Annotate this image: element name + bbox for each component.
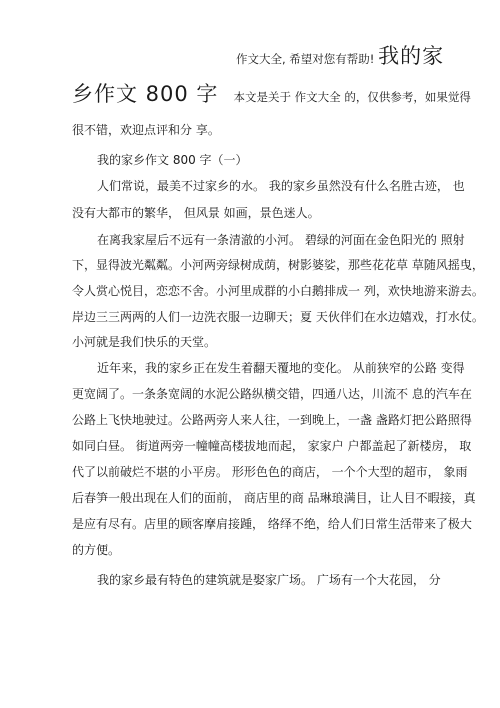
intro-continuation: 本文是关于 作文大全 的，仅供参考，如果觉得	[233, 90, 471, 104]
paragraph-line: 令人赏心悦目，恋恋不舍。小河里成群的小白鹅排成一 列，欢快地游来游去。	[72, 284, 484, 298]
paragraph-line: 近年来，我的家乡正在发生着翻天覆地的变化。 从前狭窄的公路 变得	[97, 361, 465, 375]
paragraph-line: 我的家乡最有特色的建筑就是娶家广场。 广场有一个大花园， 分	[97, 573, 441, 587]
paragraph-line: 代了以前破烂不堪的小平房。 形形色色的商店， 一个个大型的超市， 象雨	[72, 465, 468, 479]
title-part-1: 我的家	[378, 44, 445, 68]
paragraph-line: 如同白昼。 街道两旁一幢幢高楼拔地而起， 家家户 户都盖起了新楼房， 取	[72, 439, 472, 453]
paragraph-line: 人们常说，最美不过家乡的水。 我的家乡虽然没有什么名胜古迹， 也	[97, 179, 465, 193]
paragraph-line: 是应有尽有。店里的顾客摩肩接踵， 络绎不绝，给人们日常生活带来了极大	[72, 517, 472, 531]
paragraph-line: 小河就是我们快乐的天堂。	[72, 335, 217, 349]
paragraph-line: 公路上飞快地驶过。公路两旁人来人往，一到晚上，一盏 盏路灯把公路照得	[72, 413, 472, 427]
paragraph-line: 没有大都市的繁华， 但风景 如画，景色迷人。	[72, 206, 320, 220]
paragraph-line: 更宽阔了。一条条宽阔的水泥公路纵横交错，四通八达，川流不 息的汽车在	[72, 387, 472, 401]
header-row-2	[72, 78, 471, 108]
intro-text: 作文大全, 希望对您有帮助!	[236, 52, 379, 66]
section-heading: 我的家乡作文 800 字（一）	[97, 153, 248, 167]
paragraph-line: 的方便。	[72, 543, 121, 557]
paragraph-line: 岸边三三两两的人们一边洗衣服一边聊天；夏 天伙伴们在水边嬉戏，打水仗。	[72, 310, 484, 324]
paragraph-line: 后春笋一般出现在人们的面前， 商店里的商 品琳琅满目，让人目不暇接，真	[72, 491, 476, 505]
paragraph-line: 在离我家屋后不远有一条清澈的小河。 碧绿的河面在金色阳光的 照射	[97, 233, 465, 247]
title-part-2: 乡作文 800 字	[72, 82, 219, 106]
header-row-1	[236, 40, 444, 70]
intro-last-line: 很不错，欢迎点评和分 享。	[72, 123, 220, 137]
paragraph-line: 下，显得波光粼粼。小河两旁绿树成荫，树影婆娑，那些花花草 草随风摇曳，	[72, 258, 484, 272]
